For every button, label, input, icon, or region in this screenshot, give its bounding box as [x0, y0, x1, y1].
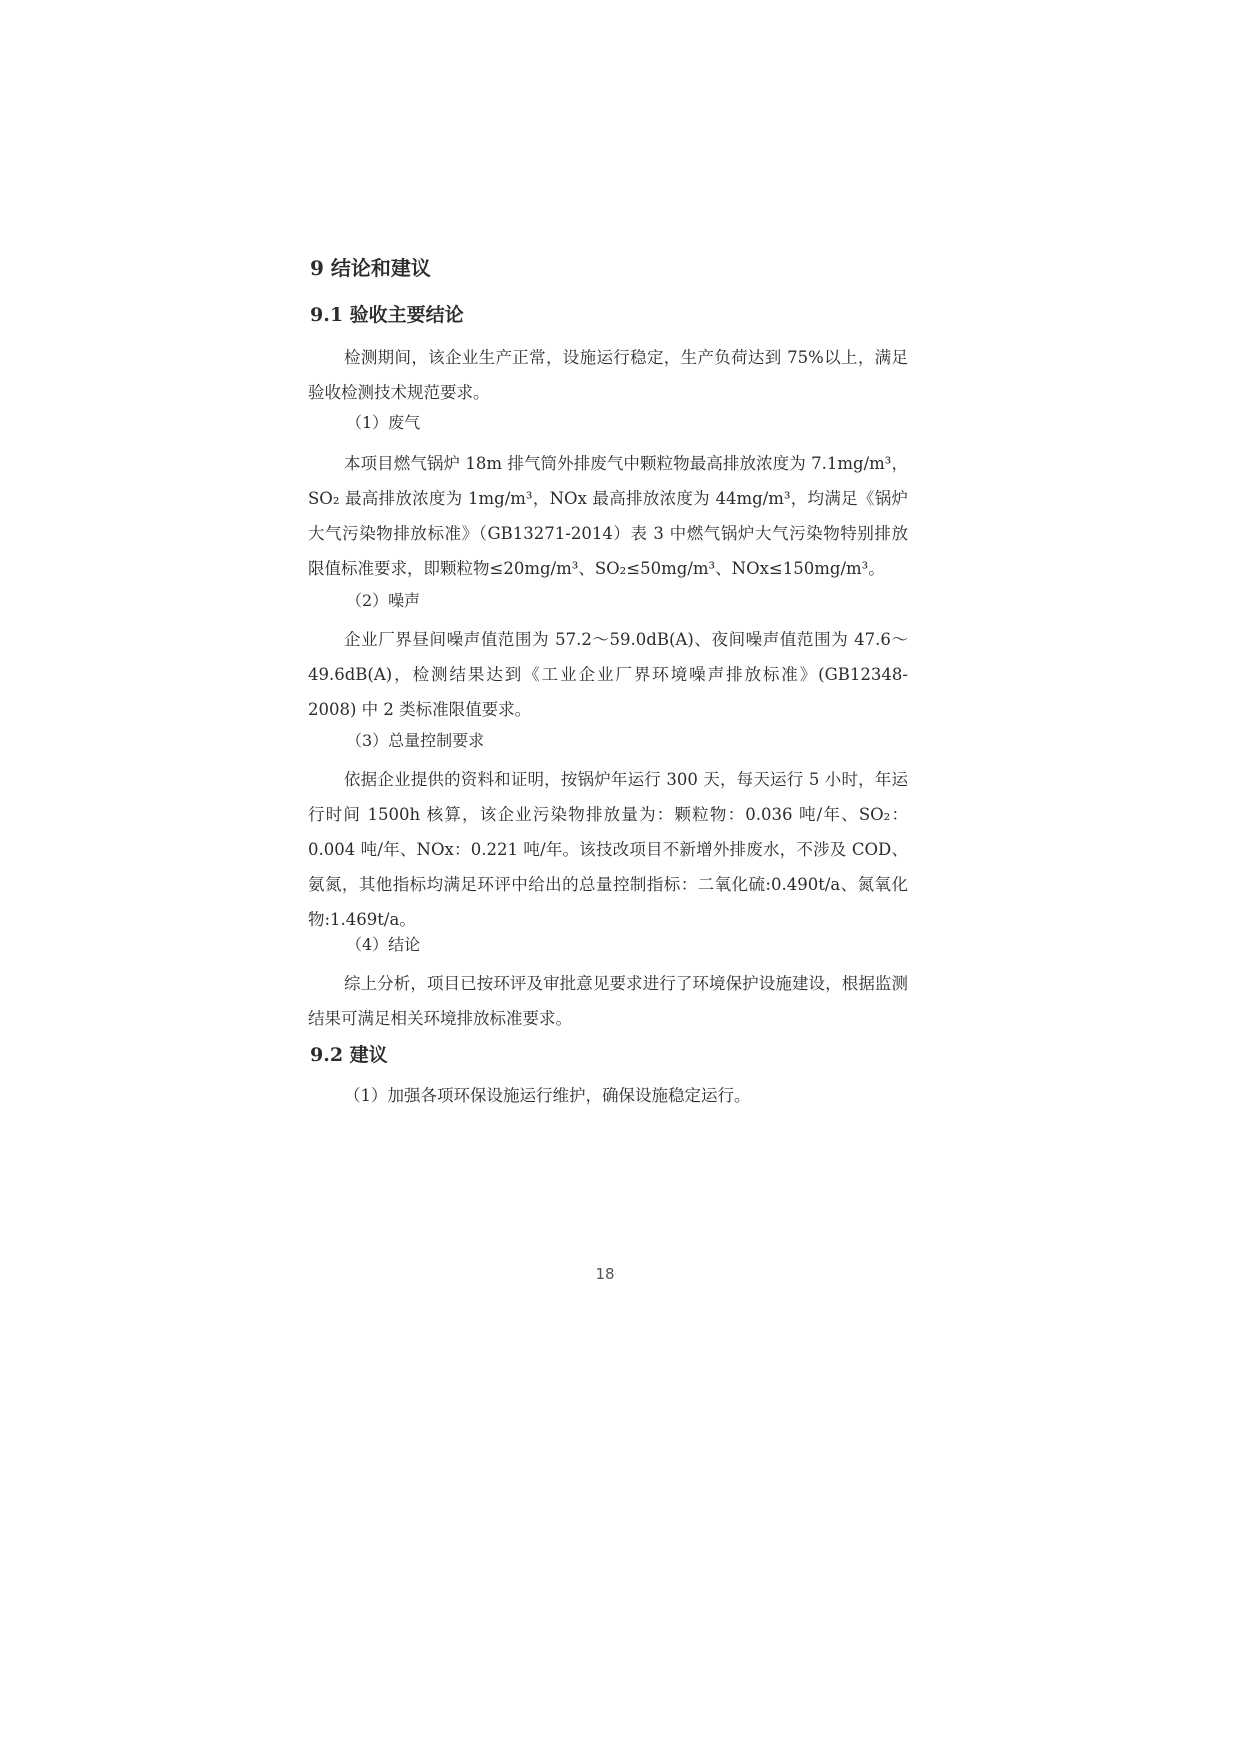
- item-heading-gas: （1）废气: [346, 413, 421, 432]
- paragraph-noise: 企业厂界昼间噪声值范围为 57.2～59.0dB(A)、夜间噪声值范围为 47.6～49.6dB(A)，检测结果达到《工业企业厂界环境噪声排放标准》(GB12348-2008) 中 2 类标准限值要求。: [308, 630, 908, 719]
- paragraph-total: 依据企业提供的资料和证明，按锅炉年运行 300 天，每天运行 5 小时，年运行时间 1500h 核算，该企业污染物排放量为：颗粒物：0.036 吨/年、SO₂：0.004 吨/年、NOx：0.221 吨/年。该技改项目不新增外排废水，不涉及 COD、氨氮，其他指标均满足环评中给出的总量控制指标：二氧化硫:0.490t/a、氮氧化物:1.469t/a。: [308, 770, 908, 929]
- paragraph-suggestion: （1）加强各项环保设施运行维护，确保设施稳定运行。: [344, 1086, 751, 1105]
- paragraph-intro: 检测期间，该企业生产正常，设施运行稳定，生产负荷达到 75%以上，满足验收检测技术规范要求。: [308, 348, 908, 402]
- item-heading-conclusion: （4）结论: [346, 935, 421, 954]
- subsection-heading-9-2: 9.2 建议: [310, 1044, 388, 1066]
- section-heading: 9 结论和建议: [310, 256, 431, 280]
- item-heading-noise: （2）噪声: [346, 591, 421, 610]
- paragraph-gas: 本项目燃气锅炉 18m 排气筒外排废气中颗粒物最高排放浓度为 7.1mg/m³，SO₂ 最高排放浓度为 1mg/m³，NOx 最高排放浓度为 44mg/m³，均满足《锅炉大气污染物排放标准》（GB13271-2014）表 3 中燃气锅炉大气污染物特别排放限值标准要求，即颗粒物≤20mg/m³、SO₂≤50mg/m³、NOx≤150mg/m³。: [308, 454, 908, 578]
- page-number: 18: [595, 1265, 615, 1283]
- item-heading-total: （3）总量控制要求: [346, 731, 485, 750]
- paragraph-conclusion: 综上分析，项目已按环评及审批意见要求进行了环境保护设施建设，根据监测结果可满足相关环境排放标准要求。: [308, 974, 908, 1028]
- subsection-heading-9-1: 9.1 验收主要结论: [310, 304, 464, 326]
